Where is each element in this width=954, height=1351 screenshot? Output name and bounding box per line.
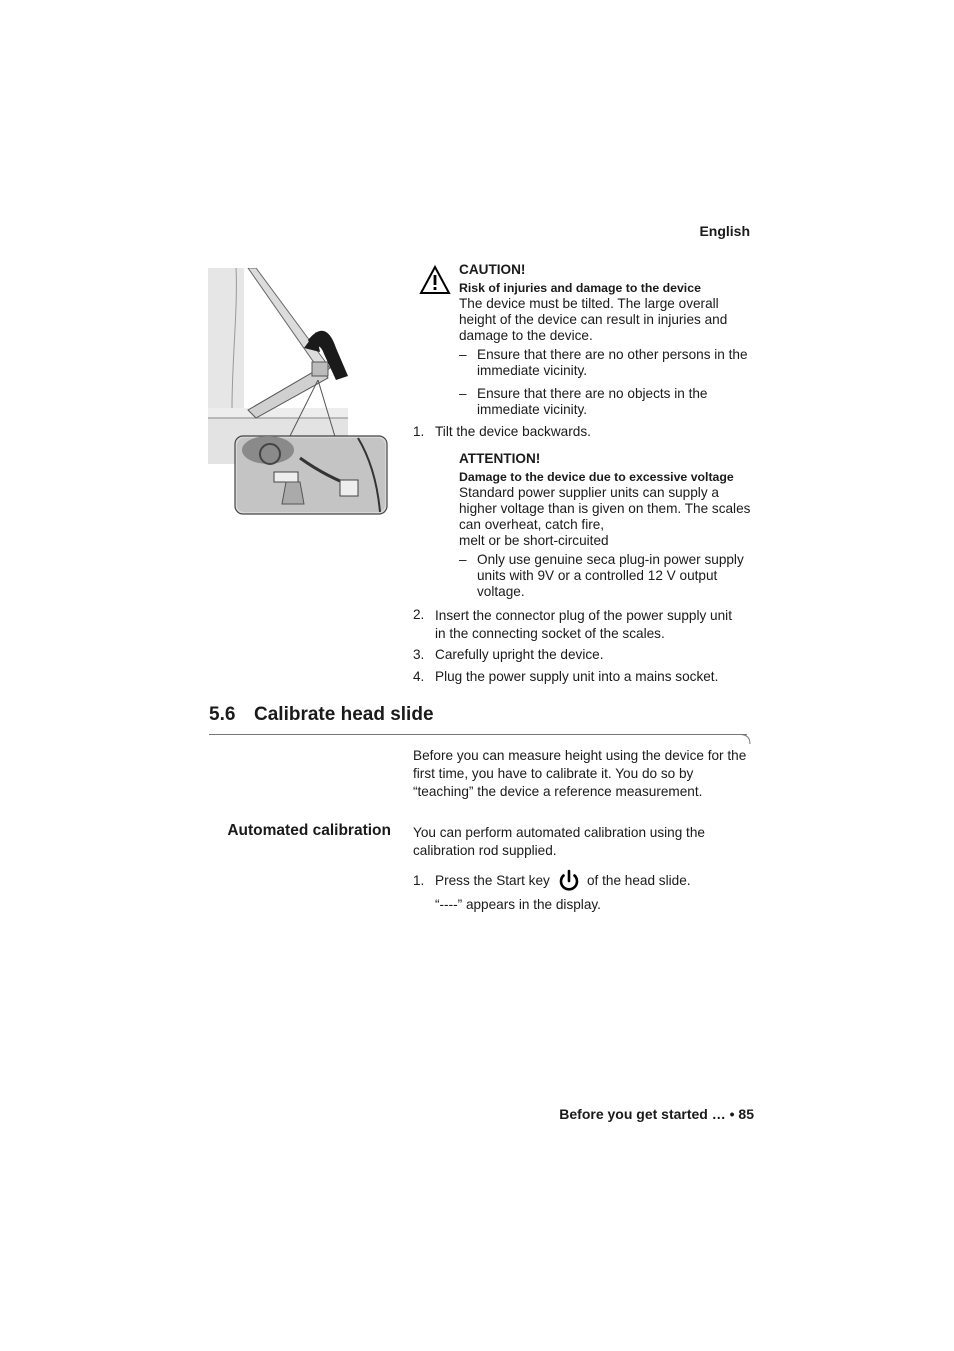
- section-rule: [209, 734, 747, 735]
- caution-subtitle: Risk of injuries and damage to the device: [459, 281, 701, 295]
- attention-bullet: – Only use genuine seca plug-in power supply units with 9V or a controlled 12 V output voltage.: [459, 552, 744, 599]
- side-heading: Automated calibration: [227, 822, 391, 839]
- section-number: 5.6: [209, 704, 236, 725]
- attention-body: Standard power supplier units can supply a higher voltage than is given on them. The scales can overheat, catch fire, melt or be short-circuited: [459, 485, 751, 548]
- language-label: English: [699, 223, 750, 239]
- attention-subtitle: Damage to the device due to excessive voltage: [459, 470, 734, 484]
- caution-body: The device must be tilted. The large overall height of the device can result in injuries and damage to the device.: [459, 296, 728, 343]
- list-item: 2. Insert the connector plug of the power supply unit in the connecting socket of the scales.: [413, 607, 732, 641]
- step-result: “----” appears in the display.: [435, 897, 601, 912]
- page-footer: Before you get started … • 85: [559, 1106, 754, 1122]
- section-heading: [209, 704, 434, 726]
- caution-bullet: – Ensure that there are no other persons in the immediate vicinity.: [459, 347, 748, 378]
- device-tilt-illustration: [208, 268, 390, 518]
- power-key-icon: [557, 869, 581, 893]
- section-intro: Before you can measure height using the device for the first time, you have to calibrate it. You do so by “teaching” the device a reference measurement.: [413, 748, 747, 799]
- section-title: Calibrate head slide: [254, 704, 434, 725]
- warning-triangle-icon: [419, 265, 451, 295]
- caution-bullet: – Ensure that there are no objects in the immediate vicinity.: [459, 386, 708, 417]
- caution-title: CAUTION!: [459, 262, 526, 277]
- list-item: 1. Press the Start key of the head slide.: [413, 873, 753, 897]
- auto-intro: You can perform automated calibration using the calibration rod supplied.: [413, 825, 705, 858]
- rule-corner: [740, 734, 752, 746]
- attention-title: ATTENTION!: [459, 451, 541, 466]
